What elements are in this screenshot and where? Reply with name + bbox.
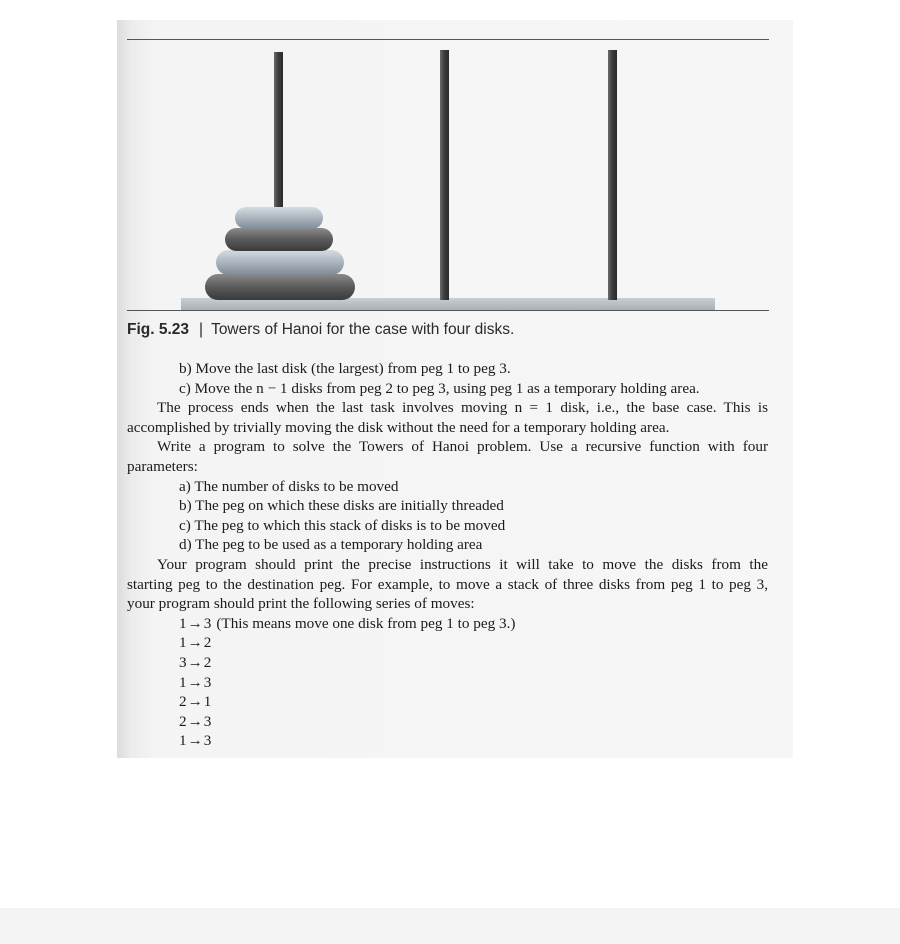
caption-separator: |: [199, 321, 204, 338]
arrow-icon: →: [187, 673, 203, 691]
figure-bottom-rule: [127, 310, 769, 311]
towers-of-hanoi-figure: [117, 40, 793, 310]
arrow-icon: →: [187, 653, 203, 671]
exercise-text: [127, 359, 768, 751]
arrow-icon: →: [187, 614, 203, 632]
paragraph-task-line1: Write a program to solve the Towers of Hanoi problem. Use a recursive function with four: [157, 438, 768, 456]
peg-3: [608, 50, 617, 300]
disk-3: [216, 250, 344, 275]
caption-text: Towers of Hanoi for the case with four disks.: [211, 321, 515, 338]
parameter-item: d) The peg to be used as a temporary holding area: [179, 536, 483, 554]
paragraph-task-line2: parameters:: [127, 457, 198, 475]
figure-label: Fig. 5.23: [127, 321, 190, 338]
move-line: 1→3: [179, 673, 212, 691]
move-line: 1→3 (This means move one disk from peg 1 to peg 3.): [179, 614, 516, 632]
move-line: 2→3: [179, 712, 212, 730]
page-bottom-band: [0, 908, 900, 944]
peg-2: [440, 50, 449, 300]
move-line: 3→2: [179, 653, 212, 671]
parameter-item: c) The peg to which this stack of disks is to be moved: [179, 516, 506, 534]
step-c: c) Move the n − 1 disks from peg 2 to peg 3, using peg 1 as a temporary holding area.: [179, 379, 700, 397]
move-note: (This means move one disk from peg 1 to peg 3.): [216, 614, 516, 632]
disk-4-largest: [205, 274, 355, 300]
parameter-item: b) The peg on which these disks are initially threaded: [179, 497, 504, 515]
move-line: 1→2: [179, 634, 212, 652]
disk-2: [225, 228, 333, 251]
paragraph-base-case-line1: The process ends when the last task involves moving n = 1 disk, i.e., the base case. This is: [157, 399, 768, 417]
disk-1-smallest: [235, 207, 323, 229]
arrow-icon: →: [187, 732, 203, 750]
move-line: 1→3: [179, 732, 212, 750]
scanned-page: [117, 20, 793, 758]
paragraph-output-line2: starting peg to the destination peg. For example, to move a stack of three disks from peg 1 to peg 3,: [127, 575, 768, 593]
parameter-item: a) The number of disks to be moved: [179, 477, 399, 495]
arrow-icon: →: [187, 712, 203, 730]
step-b: b) Move the last disk (the largest) from peg 1 to peg 3.: [179, 360, 511, 377]
paragraph-output-line1: Your program should print the precise instructions it will take to move the disks from the: [157, 555, 768, 573]
move-line: 2→1: [179, 693, 212, 711]
paragraph-base-case-line2: accomplished by trivially moving the disk without the need for a temporary holding area.: [127, 418, 670, 436]
figure-caption: [127, 321, 514, 339]
arrow-icon: →: [187, 693, 203, 711]
arrow-icon: →: [187, 634, 203, 652]
paragraph-output-line3: your program should print the following series of moves:: [127, 595, 475, 613]
